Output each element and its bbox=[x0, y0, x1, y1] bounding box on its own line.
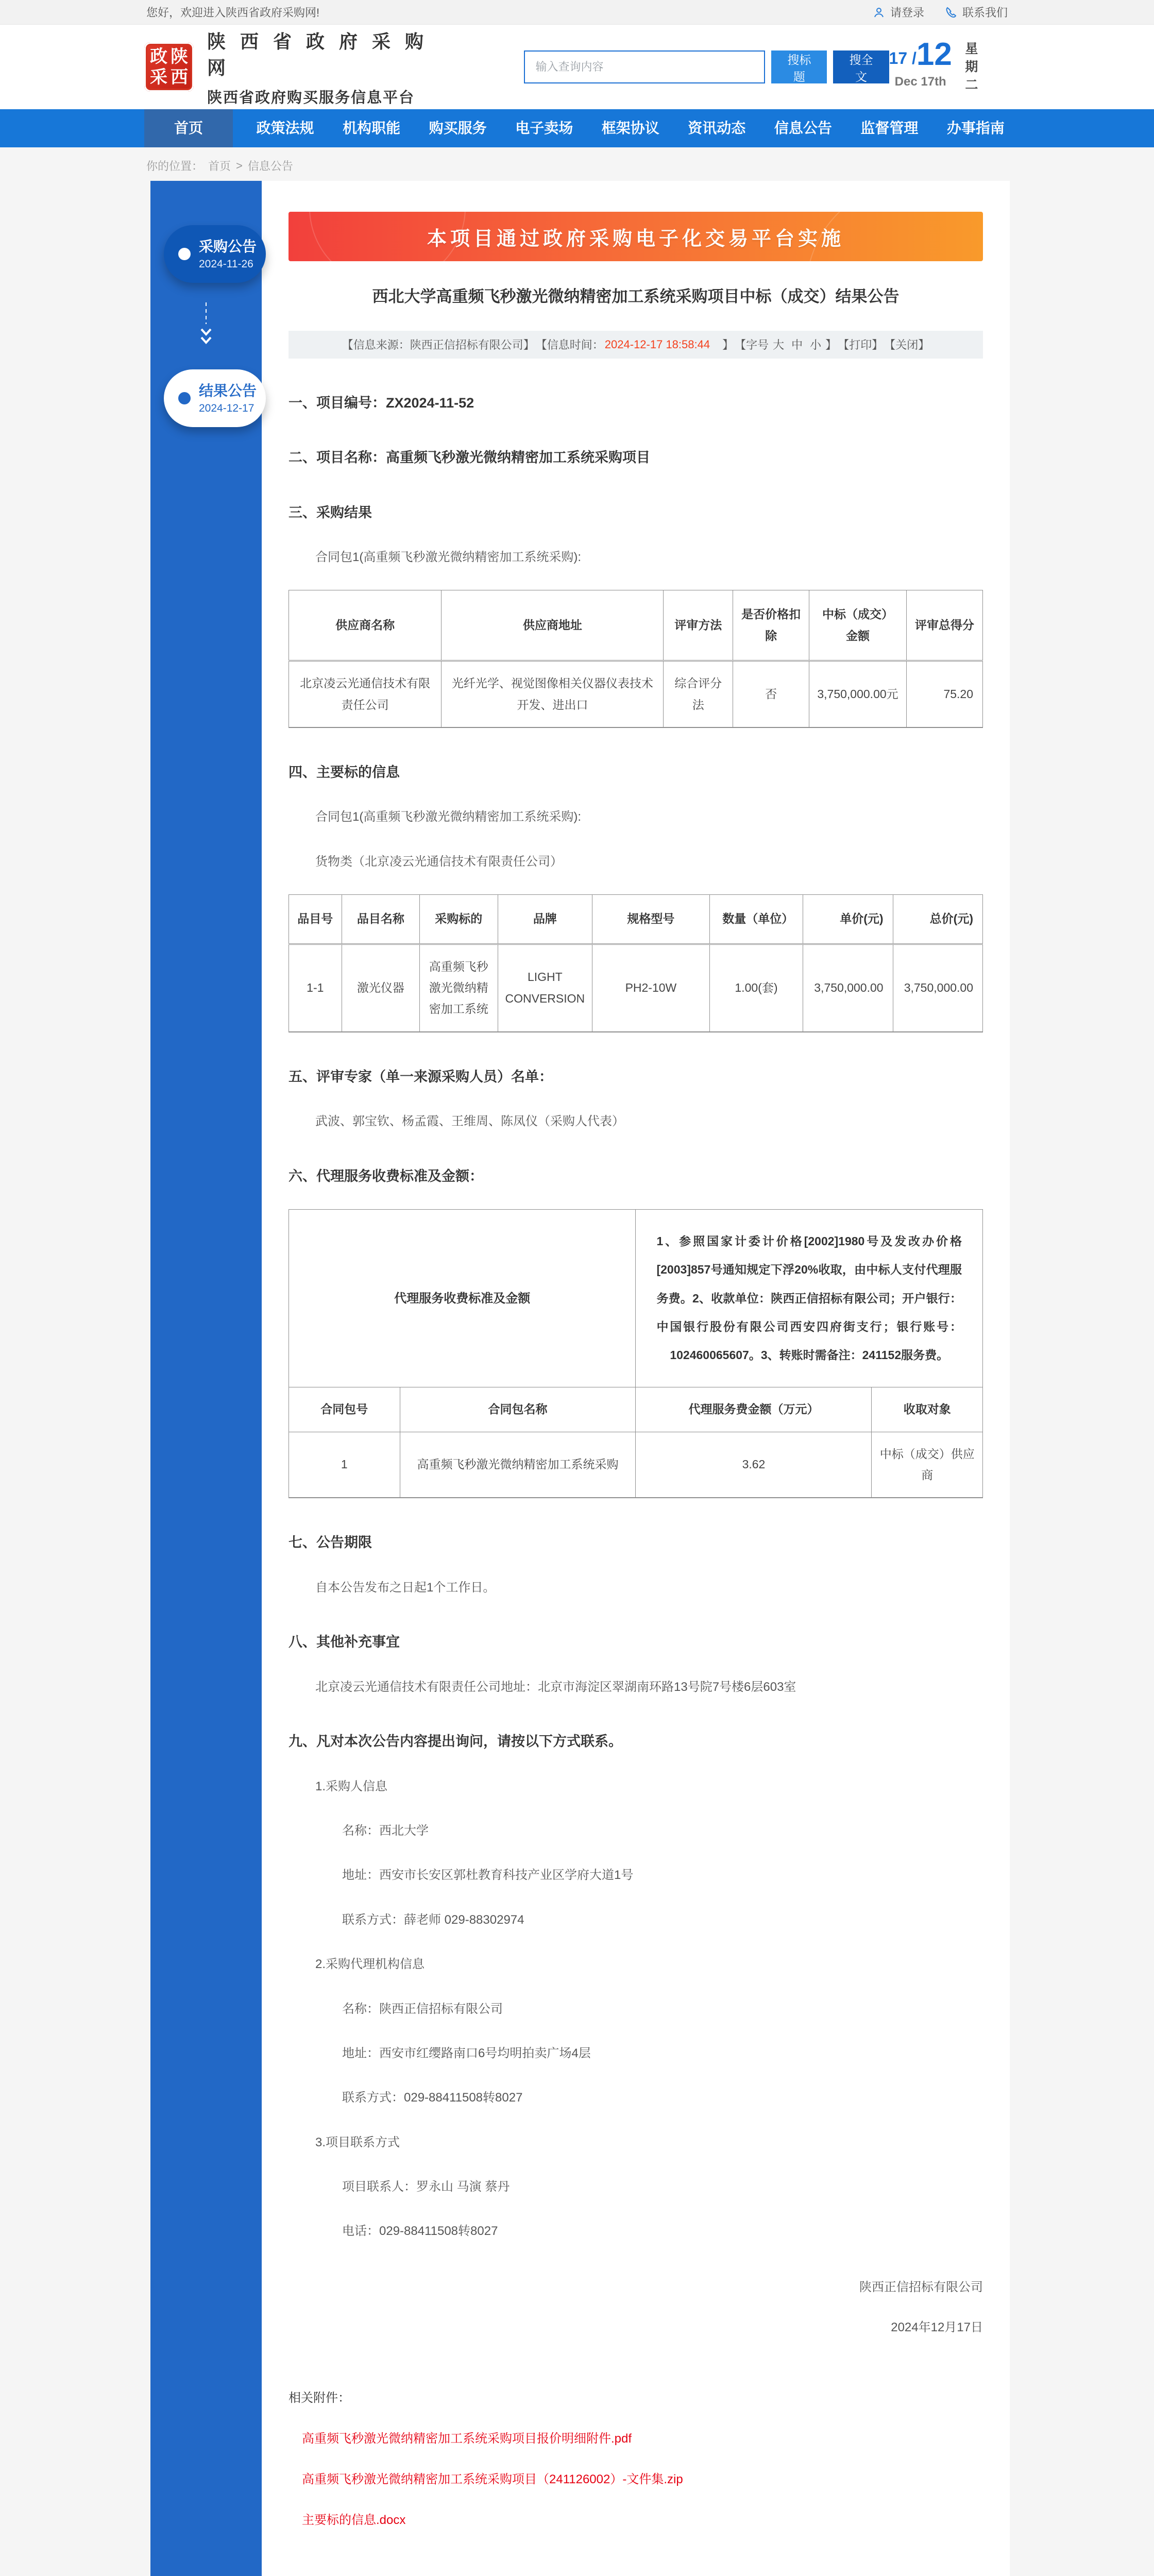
search-input[interactable] bbox=[524, 50, 765, 83]
col-brand: 品牌 bbox=[498, 895, 592, 944]
agency-fee-table bbox=[288, 1209, 983, 1498]
welcome-text: 您好，欢迎进入陕西省政府采购网! bbox=[146, 6, 320, 19]
agency-name: 名称：陕西正信招标有限公司 bbox=[342, 2002, 503, 2016]
platform-banner bbox=[288, 212, 983, 261]
section-3-heading: 三、采购结果 bbox=[288, 504, 372, 520]
signoff-company: 陕西正信招标有限公司 bbox=[859, 2280, 983, 2294]
procurement-result-table bbox=[288, 590, 983, 728]
site-title: 陕 西 省 政 府 采 购 网 bbox=[207, 30, 429, 78]
project-contact-title: 3.项目联系方式 bbox=[315, 2135, 400, 2149]
table-row: 1 高重频飞秒激光微纳精密加工系统采购 3.62 中标（成交）供应商 bbox=[289, 1432, 983, 1498]
section-4-heading: 四、主要标的信息 bbox=[288, 764, 400, 780]
col-supplier-name: 供应商名称 bbox=[289, 590, 442, 661]
section-7-body: 自本公告发布之日起1个工作日。 bbox=[315, 1580, 496, 1595]
nav-item-news[interactable]: 资讯动态 bbox=[688, 120, 746, 136]
sidebar-item-procurement-announcement[interactable]: 采购公告 2024-11-26 bbox=[164, 225, 266, 283]
col-package-no: 合同包号 bbox=[289, 1387, 400, 1432]
col-unit-price: 单价(元) bbox=[803, 895, 893, 944]
section-8-body: 北京凌云光通信技术有限责任公司地址：北京市海淀区翠湖南环路13号院7号楼6层603室 bbox=[315, 1680, 796, 1694]
purchaser-contact: 联系方式：薛老师 029-88302974 bbox=[342, 1912, 524, 1927]
search-bar bbox=[524, 50, 889, 83]
signoff-date: 2024年12月17日 bbox=[891, 2320, 983, 2335]
date-widget bbox=[889, 36, 1010, 96]
nav-item-guide[interactable]: 办事指南 bbox=[946, 120, 1005, 136]
site-header bbox=[0, 25, 1154, 109]
section-1-heading: 一、项目编号：ZX2024-11-52 bbox=[288, 395, 474, 411]
user-icon bbox=[873, 6, 885, 19]
table-row: 代理服务收费标准及金额 1、参照国家计委计价格[2002]1980号及发改办价格[2003]857号通知规定下浮20%收取，由中标人支付代理服务费。2、收款单位：陕西正信招标有限公司；开户银行：中国银行股份有限公司西安四府街支行；银行账号：102460065607。3、转账时需备注：241152服务费。 bbox=[289, 1210, 983, 1387]
section-7-heading: 七、公告期限 bbox=[288, 1535, 372, 1551]
section-5-experts: 武波、郭宝钦、杨孟霞、王维周、陈凤仪（采购人代表） bbox=[315, 1114, 624, 1129]
fontsize-medium-button[interactable]: 中 bbox=[791, 338, 803, 351]
col-total-score: 评审总得分 bbox=[906, 590, 982, 661]
top-utility-bar bbox=[0, 0, 1154, 25]
nav-item-framework[interactable]: 框架协议 bbox=[601, 120, 659, 136]
login-link[interactable]: 请登录 bbox=[873, 4, 924, 20]
announcement-steps-sidebar bbox=[150, 181, 262, 2576]
agency-info-title: 2.采购代理机构信息 bbox=[315, 1957, 425, 1972]
date-month: 12 bbox=[916, 36, 952, 72]
attachments-label: 相关附件： bbox=[288, 2391, 350, 2405]
section-6-heading: 六、代理服务收费标准及金额： bbox=[288, 1168, 483, 1184]
col-fee-amount: 代理服务费金额（万元） bbox=[636, 1387, 872, 1432]
table-row: 北京凌云光通信技术有限责任公司 光纤光学、视觉图像相关仪器仪表技术开发、进出口 综合评分法 否 3,750,000.00元 75.20 bbox=[289, 661, 983, 727]
purchaser-name: 名称：西北大学 bbox=[342, 1823, 429, 1838]
col-supplier-address: 供应商地址 bbox=[442, 590, 664, 661]
attachment-link-pdf[interactable]: 高重频飞秒激光微纳精密加工系统采购项目报价明细附件.pdf bbox=[302, 2431, 632, 2446]
breadcrumb-current[interactable]: 信息公告 bbox=[247, 160, 293, 173]
nav-item-home[interactable]: 首页 bbox=[144, 109, 233, 147]
col-total-price: 总价(元) bbox=[893, 895, 982, 944]
table-row bbox=[289, 1387, 983, 1432]
col-review-method: 评审方法 bbox=[664, 590, 733, 661]
award-items-table bbox=[288, 894, 983, 1032]
date-weekday: 星期二 bbox=[963, 41, 978, 96]
project-contact-person: 项目联系人：罗永山 马演 蔡丹 bbox=[342, 2180, 510, 2194]
attachment-link-zip[interactable]: 高重频飞秒激光微纳精密加工系统采购项目（241126002）-文件集.zip bbox=[302, 2472, 683, 2486]
section-5-heading: 五、评审专家（单一来源采购人员）名单： bbox=[288, 1069, 553, 1084]
col-quantity: 数量（单位） bbox=[709, 895, 803, 944]
flow-arrow-icon bbox=[150, 283, 262, 369]
breadcrumb-home[interactable]: 首页 bbox=[208, 160, 231, 173]
table-row: 1-1 激光仪器 高重频飞秒激光微纳精密加工系统 LIGHT CONVERSION PH2-10W 1.00(套) 3,750,000.00 3,750,000.00 bbox=[289, 944, 983, 1032]
col-award-amount: 中标（成交）金额 bbox=[809, 590, 907, 661]
meta-source: 【信息来源：陕西正信招标有限公司】 bbox=[342, 338, 535, 351]
nav-item-supervision[interactable]: 监督管理 bbox=[860, 120, 919, 136]
print-button[interactable]: 【打印】 bbox=[838, 338, 884, 351]
col-package-name: 合同包名称 bbox=[400, 1387, 636, 1432]
agency-address: 地址：西安市红缨路南口6号均明拍卖广场4层 bbox=[342, 2046, 591, 2060]
close-button[interactable]: 【关闭】 bbox=[884, 338, 930, 351]
nav-item-policies[interactable]: 政策法规 bbox=[256, 120, 314, 136]
section-3-package: 合同包1(高重频飞秒激光微纳精密加工系统采购): bbox=[315, 550, 581, 564]
purchaser-address: 地址：西安市长安区郭杜教育科技产业区学府大道1号 bbox=[342, 1868, 634, 1883]
fontsize-large-button[interactable]: 大 bbox=[773, 338, 785, 351]
search-title-button[interactable]: 搜标题 bbox=[771, 50, 827, 83]
nav-item-purchase-services[interactable]: 购买服务 bbox=[429, 120, 487, 136]
nav-item-announcements[interactable]: 信息公告 bbox=[774, 120, 832, 136]
article-panel bbox=[262, 181, 1010, 2576]
col-fee-payer: 收取对象 bbox=[872, 1387, 983, 1432]
nav-item-e-mall[interactable]: 电子卖场 bbox=[515, 120, 573, 136]
site-subtitle: 陕西省政府购买服务信息平台 bbox=[207, 89, 415, 106]
article-meta-bar: 【信息来源：陕西正信招标有限公司】 【信息时间： 2024-12-17 18:58:44 】 【字号 大 中 小 】 【打印】 【关闭】 bbox=[288, 331, 983, 359]
purchaser-info-title: 1.采购人信息 bbox=[315, 1779, 388, 1793]
col-procurement-subject: 采购标的 bbox=[420, 895, 498, 944]
section-9-heading: 九、凡对本次公告内容提出询问，请按以下方式联系。 bbox=[288, 1734, 622, 1750]
date-english: Dec 17th bbox=[894, 74, 946, 89]
main-nav bbox=[0, 109, 1154, 147]
section-2-heading: 二、项目名称：高重频飞秒激光微纳精密加工系统采购项目 bbox=[288, 450, 650, 465]
section-4-package: 合同包1(高重频飞秒激光微纳精密加工系统采购): bbox=[315, 810, 581, 824]
step-dot bbox=[178, 248, 191, 260]
search-fulltext-button[interactable]: 搜全文 bbox=[833, 50, 889, 83]
agency-contact: 联系方式：029-88411508转8027 bbox=[342, 2091, 523, 2105]
breadcrumb-separator: > bbox=[236, 159, 243, 172]
section-8-heading: 八、其他补充事宜 bbox=[288, 1634, 400, 1650]
col-item-no: 品目号 bbox=[289, 895, 342, 944]
banner-text: 本项目通过政府采购电子化交易平台实施 bbox=[427, 228, 844, 250]
site-logo: 政 陕 采 西 bbox=[144, 42, 194, 92]
date-day: 17 / bbox=[889, 48, 917, 67]
step-dot bbox=[178, 392, 191, 404]
breadcrumb-label: 你的位置： bbox=[146, 160, 203, 173]
sidebar-item-result-announcement[interactable]: 结果公告 2024-12-17 bbox=[164, 369, 266, 427]
phone-icon bbox=[945, 6, 957, 19]
breadcrumb bbox=[144, 147, 1010, 181]
meta-time: 2024-12-17 18:58:44 bbox=[604, 337, 710, 351]
project-contact-phone: 电话：029-88411508转8027 bbox=[342, 2224, 498, 2239]
signoff bbox=[288, 2278, 983, 2338]
col-spec-model: 规格型号 bbox=[592, 895, 710, 944]
contact-link[interactable]: 联系我们 bbox=[945, 4, 1008, 20]
article-title: 西北大学高重频飞秒激光微纳精密加工系统采购项目中标（成交）结果公告 bbox=[372, 287, 900, 306]
attachment-link-docx[interactable]: 主要标的信息.docx bbox=[302, 2513, 406, 2527]
col-price-deduction: 是否价格扣除 bbox=[733, 590, 809, 661]
col-item-name: 品目名称 bbox=[342, 895, 419, 944]
fontsize-small-button[interactable]: 小 bbox=[810, 338, 822, 351]
nav-item-functions[interactable]: 机构职能 bbox=[343, 120, 401, 136]
section-4-category: 货物类（北京凌云光通信技术有限责任公司） bbox=[315, 854, 563, 869]
